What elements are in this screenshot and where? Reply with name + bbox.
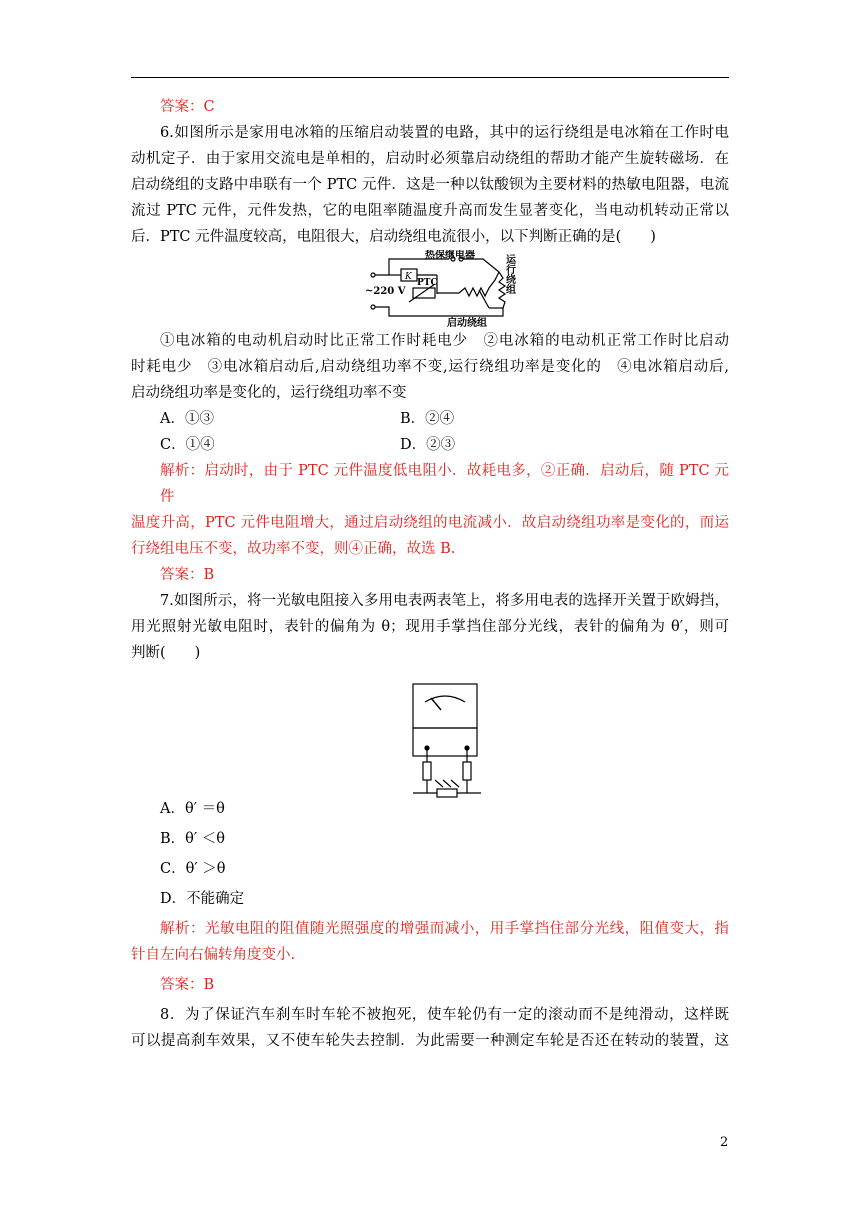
q6-options-row xyxy=(131,432,729,458)
option-d: D．②③ xyxy=(400,437,456,453)
q6-analysis: 温度升高，PTC 元件电阻增大，通过启动绕组的电流减小．故启动绕组功率是变化的，而运 xyxy=(131,515,729,531)
option-b: B．②④ xyxy=(400,411,455,427)
start-winding-label: 启动绕组 xyxy=(447,318,487,328)
q6-analysis: 行绕组电压不变，故功率不变，则④正确，故选 B. xyxy=(131,541,456,557)
compressor-circuit-figure xyxy=(131,250,729,328)
page-number: 2 xyxy=(720,1135,729,1150)
option-c: C．①④ xyxy=(160,437,215,453)
multimeter-diagram xyxy=(131,666,729,802)
q7-analysis: 针自左向右偏转角度变小. xyxy=(131,947,296,963)
q6-statement: 时耗电少 ③电冰箱启动后,启动绕组功率不变,运行绕组功率是变化的 ④电冰箱启动后, xyxy=(131,359,729,375)
document-page xyxy=(131,94,729,1054)
q6-options-row xyxy=(131,406,729,432)
q7-analysis: 解析：光敏电阻的阻值随光照强度的增强而减小，用手掌挡住部分光线，阻值变大，指 xyxy=(160,921,729,937)
ptc-label: PTC xyxy=(417,278,438,288)
header-rule xyxy=(131,77,729,78)
voltage-label: ~220 V xyxy=(365,286,406,297)
q7-line: 7.如图所示，将一光敏电阻接入多用电表两表笔上，将多用电表的选择开关置于欧姆挡， xyxy=(160,593,729,609)
q6-line: 启动绕组的支路中串联有一个 PTC 元件．这是一种以钛酸钡为主要材料的热敏电阻器，电流 xyxy=(131,177,729,193)
relay-label: 热保继电器 xyxy=(425,250,475,261)
q6-answer: 答案：B xyxy=(160,567,215,583)
q7-line: 判断( ) xyxy=(131,645,201,661)
q6-line: 后．PTC 元件温度较高，电阻很大，启动绕组电流很小，以下判断正确的是( ) xyxy=(131,229,656,245)
q6-statement: 启动绕组功率是变化的，运行绕组功率不变 xyxy=(131,385,407,401)
answer-prev: 答案：C xyxy=(160,99,215,115)
q6-line: 动机定子．由于家用交流电是单相的，启动时必须靠启动绕组的帮助才能产生旋转磁场．在 xyxy=(131,151,729,167)
q6-line: 6.如图所示是家用电冰箱的压缩启动装置的电路，其中的运行绕组是电冰箱在工作时电 xyxy=(160,125,729,141)
q8-line: 8．为了保证汽车刹车时车轮不被抱死，使车轮仍有一定的滚动而不是纯滑动，这样既 xyxy=(160,1007,729,1023)
question-6 xyxy=(131,120,729,588)
option-a: A．①③ xyxy=(160,411,214,427)
q7-option: A．θ′ ＝θ xyxy=(160,801,225,817)
q8-line: 可以提高刹车效果，又不使车轮失去控制．为此需要一种测定车轮是否还在转动的装置，这 xyxy=(131,1033,729,1049)
q7-option: B．θ′ ＜θ xyxy=(160,831,226,847)
question-8 xyxy=(131,1002,729,1054)
run-winding-label: 运行绕组 xyxy=(503,254,515,294)
q7-answer: 答案：B xyxy=(160,977,215,993)
question-7 xyxy=(131,588,729,998)
q7-line: 用光照射光敏电阻时，表针的偏角为 θ；现用手掌挡住部分光线，表针的偏角为 θ′，则可 xyxy=(131,619,729,635)
q6-statement: ①电冰箱的电动机启动时比正常工作时耗电少 ②电冰箱的电动机正常工作时比启动 xyxy=(160,333,729,349)
circuit-diagram xyxy=(131,250,729,328)
q7-option: C．θ′ ＞θ xyxy=(160,861,226,877)
multimeter-figure xyxy=(131,666,729,802)
q6-line: 流过 PTC 元件，元件发热，它的电阻率随温度升高而发生显著变化，当电动机转动正常以 xyxy=(131,203,729,219)
q6-analysis: 解析：启动时，由于 PTC 元件温度低电阻小．故耗电多，②正确．启动后，随 PTC 元件 xyxy=(160,463,729,505)
k-label: K xyxy=(405,272,412,282)
q7-option: D．不能确定 xyxy=(160,891,245,907)
